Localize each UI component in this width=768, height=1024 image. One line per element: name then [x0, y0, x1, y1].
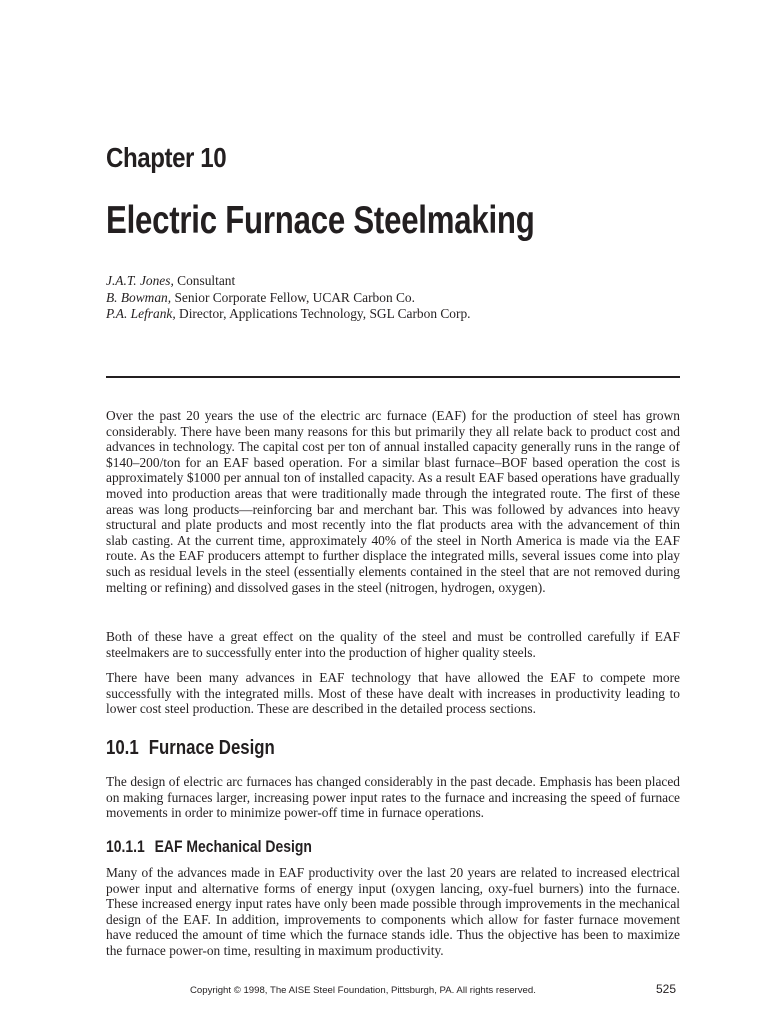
intro-paragraph: Both of these have a great effect on the quality of the steel and must be controlled carefully if EAF steelmakers are to successfully enter into the production of higher quality steels.: [106, 629, 680, 660]
subsection-paragraph: Many of the advances made in EAF productivity over the last 20 years are related to increased electrical power input and alternative forms of energy input (oxygen lancing, oxy-fuel burners) into the furnace. These increased energy input rates have only been made possible through improvements in the mechanical design of the EAF. In addition, improvements to components which allow for faster furnace movement have reduced the amount of time which the furnace stands idle. Thus the objective has been to maximize the furnace power-on time, resulting in maximum productivity.: [106, 865, 680, 958]
author-line: [106, 306, 471, 323]
intro-paragraph: Over the past 20 years the use of the electric arc furnace (EAF) for the production of steel has grown considerably. There have been many reasons for this but primarily they all relate back to product cost and advances in technology. The capital cost per ton of annual installed capacity generally runs in the range of $140–200/ton for an EAF based operation. For a similar blast furnace–BOF based operation the cost is approximately $1000 per annual ton of installed capacity. As a result EAF based operations have gradually moved into production areas that were traditionally made through the integrated route. The first of these areas was long products—reinforcing bar and merchant bar. This was followed by advances into heavy structural and plate products and most recently into the flat products area with the advancement of thin slab casting. At the current time, approximately 40% of the steel in North America is made via the EAF route. As the EAF producers attempt to further displace the integrated mills, several issues come into play such as residual levels in the steel (essentially elements contained in the steel that are not removed during melting or refining) and dissolved gases in the steel (nitrogen, hydrogen, oxygen).: [106, 408, 680, 595]
subsection-number: 10.1.1: [106, 837, 145, 856]
author-name: P.A. Lefrank,: [106, 306, 176, 321]
chapter-title: Electric Furnace Steelmaking: [106, 199, 535, 242]
intro-paragraph: There have been many advances in EAF technology that have allowed the EAF to compete more successfully with the integrated mills. Most of these have dealt with increases in productivity leading to lower cost steel production. These are described in the detailed process sections.: [106, 670, 680, 717]
author-affiliation: Senior Corporate Fellow, UCAR Carbon Co.: [171, 289, 415, 305]
author-line: [106, 273, 471, 290]
author-name: B. Bowman,: [106, 289, 172, 305]
author-affiliation: Director, Applications Technology, SGL Carbon Corp.: [175, 306, 471, 321]
title-divider: [106, 376, 680, 378]
copyright-notice: Copyright © 1998, The AISE Steel Foundation, Pittsburgh, PA. All rights reserved.: [190, 985, 536, 996]
section-title: Furnace Design: [148, 737, 275, 759]
section-paragraph: The design of electric arc furnaces has changed considerably in the past decade. Emphasis has been placed on making furnaces larger, increasing power input rates to the furnace and increasing the speed of furnace movements in order to minimize power-off time in furnace operations.: [106, 774, 680, 821]
author-name: J.A.T. Jones,: [106, 273, 174, 288]
chapter-label: Chapter 10: [106, 142, 227, 173]
page-number: 525: [656, 982, 677, 996]
subsection-title: EAF Mechanical Design: [154, 837, 312, 856]
author-line: [106, 290, 471, 307]
author-list: [106, 273, 471, 323]
section-number: 10.1: [106, 737, 139, 759]
author-affiliation: Consultant: [173, 273, 236, 288]
section-heading: [106, 737, 275, 760]
subsection-heading: [106, 837, 312, 857]
